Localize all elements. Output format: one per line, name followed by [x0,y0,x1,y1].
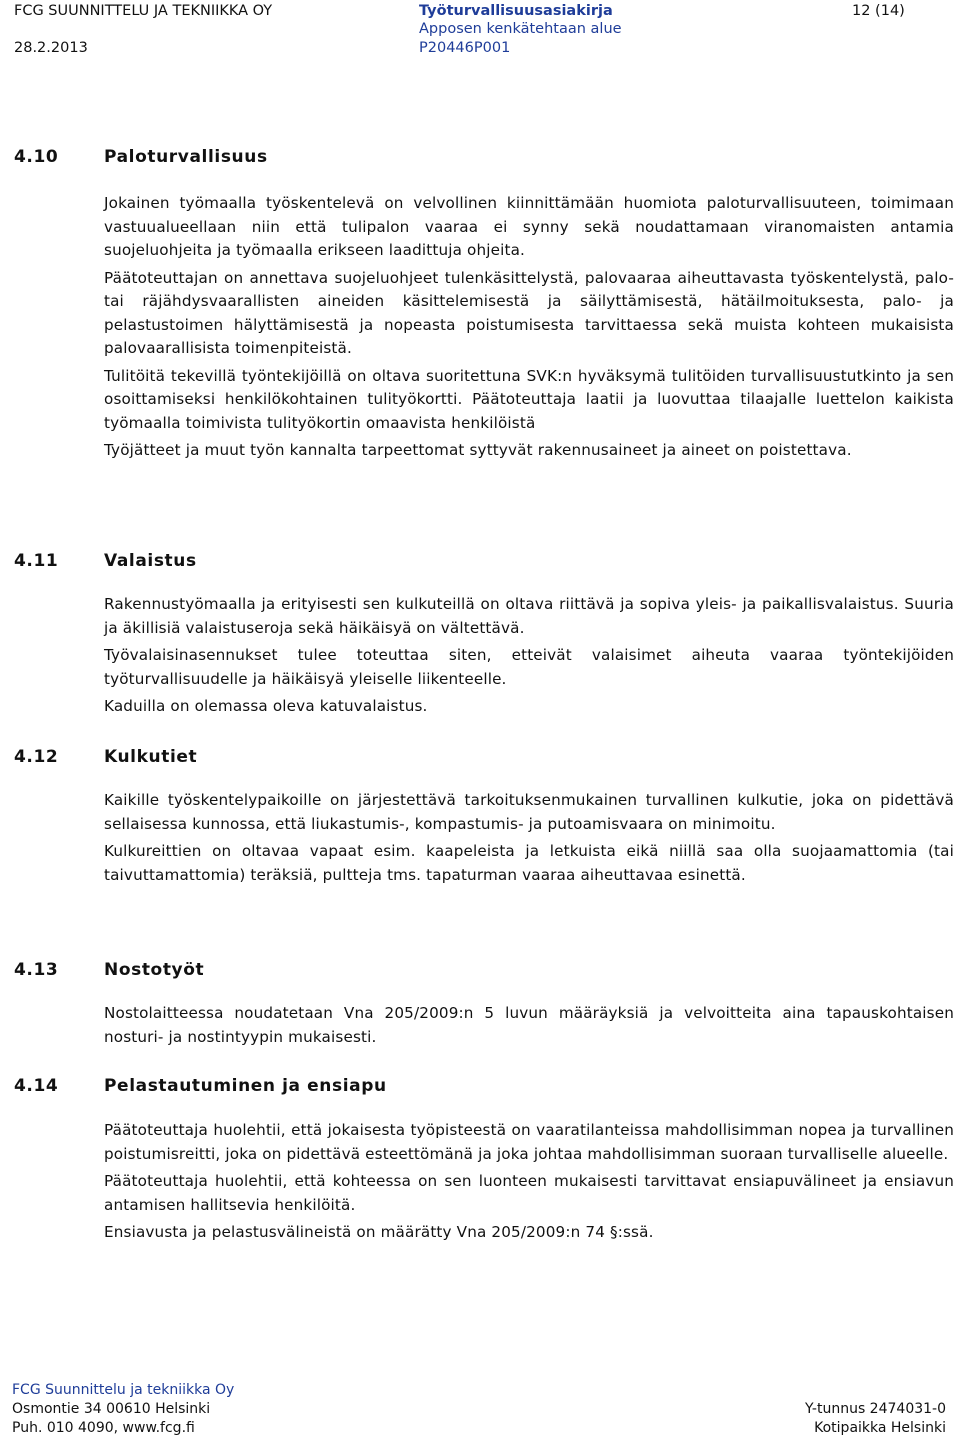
section-body [104,1002,954,1053]
section-number: 4.11 [14,551,59,571]
section-title: Nostotyöt [104,960,205,980]
section-title: Pelastautuminen ja ensiapu [104,1076,387,1096]
header-date: 28.2.2013 [14,40,88,56]
section-4-13 [14,960,954,1046]
paragraph: Kaikille työskentelypaikoille on järjestettävä tarkoituksenmukainen turvallinen kulkutie, joka on pidettävä sellaisessa kunnossa, että liukastumis-, kompastumis- ja putoamisvaara on minimoitu. [104,791,954,833]
paragraph: Rakennustyömaalla ja erityisesti sen kulkuteillä on oltava riittävä ja sopiva yleis- ja paikallisvalaistus. Suuria ja äkillisiä valaistuseroja sekä häikäisyä on vältettävä. [104,595,954,637]
header-company: FCG SUUNNITTELU JA TEKNIIKKA OY [14,3,273,19]
document-code: P20446P001 [419,40,511,56]
section-body [104,1119,954,1249]
paragraph: Päätoteuttaja huolehtii, että jokaisesta työpisteestä on vaaratilanteissa mahdollisimman nopea ja turvallinen poistumisreitti, joka on pidettävä esteettömänä ja joka johtaa mahdollisimman suoraan turvalliselle alueelle. [104,1121,954,1163]
paragraph: Työjätteet ja muut työn kannalta tarpeettomat syttyvät rakennusaineet ja aineet on poistettava. [104,441,852,459]
paragraph: Kaduilla on olemassa oleva katuvalaistus. [104,697,428,715]
section-heading [14,1076,954,1100]
section-number: 4.10 [14,147,59,167]
paragraph: Nostolaitteessa noudatetaan Vna 205/2009:n 5 luvun määräyksiä ja velvoitteita aina tapauskohtaisen nosturi- ja nostintyypin mukaisesti. [104,1004,954,1046]
document-title: Työturvallisuusasiakirja [419,3,613,19]
footer-company: FCG Suunnittelu ja tekniikka Oy [12,1382,235,1398]
section-body [104,593,954,723]
paragraph: Päätoteuttaja huolehtii, että kohteessa on sen luonteen mukaisesti tarvittavat ensiapuvälineet ja ensiavun antamisen hallitsevia henkilöitä. [104,1172,954,1214]
section-heading [14,747,954,771]
section-number: 4.13 [14,960,59,980]
paragraph: Kulkureittien on oltavaa vapaat esim. kaapeleista ja letkuista eikä niillä saa olla suojaamattomia (tai taivuttamattomia) teräksiä, pultteja tms. tapaturman vaaraa aiheuttavaa esinettä. [104,842,954,884]
section-4-11 [14,551,954,715]
page-number: 12 (14) [852,3,905,19]
document-subtitle: Apposen kenkätehtaan alue [419,21,622,37]
footer-contact: Puh. 010 4090, www.fcg.fi [12,1420,195,1436]
section-4-12 [14,747,954,884]
paragraph: Työvalaisinasennukset tulee toteuttaa siten, etteivät valaisimet aiheuta vaaraa työntekijöiden työturvallisuudelle ja häikäisyä yleiselle liikenteelle. [104,646,954,688]
section-number: 4.12 [14,747,59,767]
footer-address: Osmontie 34 00610 Helsinki [12,1401,211,1417]
section-number: 4.14 [14,1076,59,1096]
paragraph: Ensiavusta ja pelastusvälineistä on määrätty Vna 205/2009:n 74 §:ssä. [104,1223,654,1241]
paragraph: Jokainen työmaalla työskentelevä on velvollinen kiinnittämään huomiota paloturvallisuuteen, toimimaan vastuualueellaan niin että tulipalon vaaraa ei synny sekä noudattamaan viranomaisten antamia suojeluohjeita ja työmaalla erikseen laadittuja ohjeita. [104,194,954,259]
section-title: Paloturvallisuus [104,147,268,167]
section-heading [14,147,954,171]
paragraph: Tulitöitä tekevillä työntekijöillä on oltava suoritettuna SVK:n hyväksymä tulitöiden turvallisuustutkinto ja sen osoittamiseksi henkilökohtainen tulityökortti. Päätoteuttaja laatii ja luovuttaa tilaajalle luettelon kaikista työmaalla toimivista tulityökortin omaavista henkilöistä [104,366,954,432]
footer-business-id: Y-tunnus 2474031-0 [805,1401,946,1417]
footer-domicile: Kotipaikka Helsinki [814,1420,946,1436]
paragraph: Päätoteuttajan on annettava suojeluohjeet tulenkäsittelystä, palovaaraa aiheuttavasta työskentelystä, palo- tai räjähdysvaarallisten aineiden käsittelemisestä ja säilyttämisestä, hätäilmoituksesta, palo- ja pelastustoimen hälyttämisestä ja nopeasta poistumisesta tarvittaessa sekä muista kohteen mukaisista palovaarallisista toimenpiteistä. [104,268,954,357]
footer-left [12,1381,234,1438]
section-title: Valaistus [104,551,197,571]
section-4-10 [14,147,954,459]
section-heading [14,551,954,575]
section-title: Kulkutiet [104,747,198,767]
section-body [104,192,954,467]
section-body [104,789,954,891]
section-heading [14,960,954,984]
footer-right [805,1400,946,1438]
section-4-14 [14,1076,954,1241]
